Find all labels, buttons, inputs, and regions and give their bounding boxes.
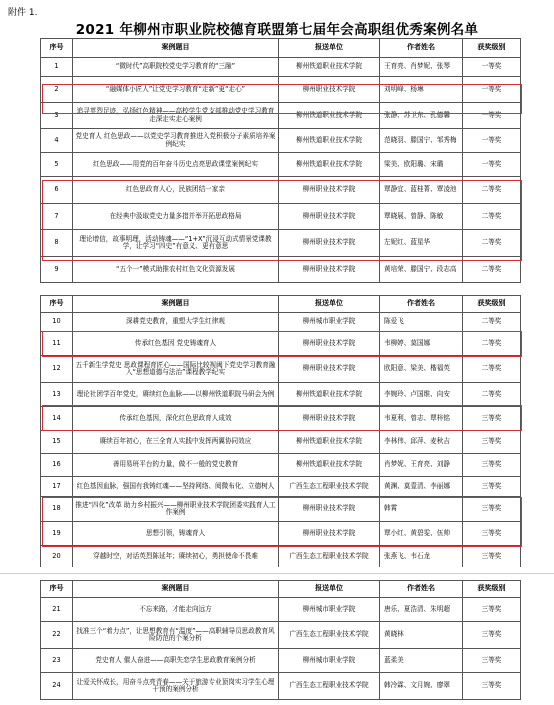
cell-topic: 追寻英烈足迹，弘扬红色精神——高校学生党支部推动党史学习教育走深走实走心案例 — [73, 103, 279, 129]
table-row — [41, 356, 521, 383]
cell-unit: 柳州职业技术学院 — [279, 332, 380, 356]
cell-unit: 柳州铁道职业技术学院 — [279, 58, 380, 77]
cell-authors: 韦柳婷、莫国娜 — [380, 332, 463, 356]
cell-num: 5 — [41, 153, 73, 177]
cell-authors: 张静、苏卫东、孔德馨 — [380, 103, 463, 129]
page-break — [0, 283, 554, 295]
cell-authors: 黄渊、莫壹清、李丽娜 — [380, 477, 463, 497]
cell-authors: 韦夏利、曾志、覃梓铭 — [380, 407, 463, 431]
header-award: 获奖级别 — [463, 581, 521, 598]
cell-award: 二等奖 — [463, 313, 521, 332]
cell-award: 三等奖 — [463, 546, 521, 569]
cell-topic: 在经典中汲取党史力量多措并举开拓思政格局 — [73, 204, 279, 230]
table-row — [41, 257, 521, 283]
cell-topic: 传承红色基因，深化红色思政育人成效 — [73, 407, 279, 431]
cell-award: 一等奖 — [463, 103, 521, 129]
table-row — [41, 204, 521, 230]
cell-award: 一等奖 — [463, 153, 521, 177]
table-row — [41, 497, 521, 522]
cell-num: 20 — [41, 546, 73, 569]
header-topic: 案例题目 — [73, 39, 279, 58]
page-separator-line — [0, 573, 554, 574]
cell-topic: 理论增信，故事明理，活动铸魂——“1+X”沉浸互动式情景党课教学，让学习“四史”有意义、更有意思 — [73, 230, 279, 257]
table-header-row — [41, 581, 521, 598]
cell-award: 二等奖 — [463, 332, 521, 356]
table-row — [41, 153, 521, 177]
cell-topic: 找准三个“着力点”，让思想教育有“温度”——高职辅导员思政教育风险防范的个案分析 — [73, 622, 279, 649]
cell-topic: “微时代”高职院校党史学习教育的“三融” — [73, 58, 279, 77]
cell-topic: 党史育人 催人奋进——高职失恋学生思政教育案例分析 — [73, 649, 279, 673]
cell-topic: “融媒体小匠人”让党史学习教育“走新”更“走心” — [73, 77, 279, 103]
cell-unit: 柳州职业技术学院 — [279, 257, 380, 283]
cell-unit: 柳州职业技术学院 — [279, 177, 380, 204]
cell-award: 二等奖 — [463, 257, 521, 283]
cell-topic: 五千新生学党史 思政课程育匠心——国际比较视阈下党史学习教育融入“思想道德与法治”课程教学纪实 — [73, 356, 279, 383]
table-row — [41, 546, 521, 569]
table-row — [41, 477, 521, 497]
header-award: 获奖级别 — [463, 39, 521, 58]
table-row — [41, 313, 521, 332]
cell-unit: 柳州职业技术学院 — [279, 522, 380, 546]
cell-authors: 张燕飞、韦石龙 — [380, 546, 463, 569]
cell-award: 一等奖 — [463, 129, 521, 153]
cell-unit: 柳州城市职业学院 — [279, 649, 380, 673]
cell-authors: 李婉玲、卢国维、向安 — [380, 383, 463, 407]
cell-topic: 红色思政——用党的百年奋斗历史点亮思政课堂案例纪实 — [73, 153, 279, 177]
cell-unit: 柳州职业技术学院 — [279, 497, 380, 522]
cell-num: 18 — [41, 497, 73, 522]
header-num: 序号 — [41, 581, 73, 598]
cell-award: 三等奖 — [463, 407, 521, 431]
cell-award: 三等奖 — [463, 522, 521, 546]
cell-topic: “五个一”模式助推农村红色文化资源发展 — [73, 257, 279, 283]
table-row — [41, 383, 521, 407]
cell-num: 21 — [41, 598, 73, 622]
cell-unit: 柳州职业技术学院 — [279, 204, 380, 230]
cell-unit: 柳州职业技术学院 — [279, 230, 380, 257]
cell-authors: 蓝柔美 — [380, 649, 463, 673]
cell-unit: 柳州铁道职业技术学院 — [279, 454, 380, 477]
table-header-row — [41, 39, 521, 58]
cell-topic: 穿越时空，对话英烈陈延年；赓续初心，勇担使命不畏难 — [73, 546, 279, 569]
cell-num: 1 — [41, 58, 73, 77]
header-authors: 作者姓名 — [380, 296, 463, 313]
cell-award: 三等奖 — [463, 431, 521, 454]
header-unit: 报送单位 — [279, 581, 380, 598]
cell-topic: 党史育人 红色思政——以党史学习教育推进入党积极分子素质培养案例纪实 — [73, 129, 279, 153]
cell-authors: 唐乐、夏浩清、朱明超 — [380, 598, 463, 622]
cell-authors: 王育亮、肖梦妮、张琴 — [380, 58, 463, 77]
header-num: 序号 — [41, 39, 73, 58]
table-header-row — [41, 296, 521, 313]
cell-authors: 黄培荣、滕国宁、段志高 — [380, 257, 463, 283]
cell-topic: 深耕党史教育，重塑大学生红律观 — [73, 313, 279, 332]
cell-num: 13 — [41, 383, 73, 407]
cell-topic: 思想引领，铸魂育人 — [73, 522, 279, 546]
table-page-1 — [40, 38, 520, 283]
table-row — [41, 407, 521, 431]
table-row — [41, 58, 521, 77]
cell-award: 二等奖 — [463, 230, 521, 257]
cell-authors: 肖梦妮、王育亮、刘静 — [380, 454, 463, 477]
cell-num: 24 — [41, 673, 73, 700]
cell-award: 三等奖 — [463, 649, 521, 673]
cell-num: 17 — [41, 477, 73, 497]
cell-unit: 柳州铁道职业技术学院 — [279, 383, 380, 407]
cell-award: 二等奖 — [463, 356, 521, 383]
cell-authors: 梁美、欧阳璐、宋璐 — [380, 153, 463, 177]
cell-authors: 陈爱飞 — [380, 313, 463, 332]
cell-num: 2 — [41, 77, 73, 103]
cell-num: 3 — [41, 103, 73, 129]
cell-topic: 赓续百年初心，在三全育人实践中发挥两翼协同效应 — [73, 431, 279, 454]
cell-authors: 覃晓展、曾静、陈敏 — [380, 204, 463, 230]
cell-num: 15 — [41, 431, 73, 454]
cell-authors: 韩冷霖、文月婉、廖翠 — [380, 673, 463, 700]
cell-authors: 范晓羽、滕国宁、邹秀梅 — [380, 129, 463, 153]
cell-num: 11 — [41, 332, 73, 356]
table-row — [41, 431, 521, 454]
table-row — [41, 522, 521, 546]
attachment-label: 附件 1. — [8, 8, 38, 18]
table-page-3 — [40, 580, 520, 700]
cell-num: 8 — [41, 230, 73, 257]
cell-authors: 韩霄 — [380, 497, 463, 522]
header-unit: 报送单位 — [279, 39, 380, 58]
cell-num: 22 — [41, 622, 73, 649]
cell-num: 16 — [41, 454, 73, 477]
cell-award: 三等奖 — [463, 673, 521, 700]
cell-award: 二等奖 — [463, 204, 521, 230]
cell-unit: 柳州职业技术学院 — [279, 407, 380, 431]
cell-authors: 覃静宜、蓝桂菁、覃凌池 — [380, 177, 463, 204]
table-row — [41, 673, 521, 700]
cell-unit: 广西生态工程职业技术学院 — [279, 546, 380, 569]
header-topic: 案例题目 — [73, 581, 279, 598]
cell-num: 4 — [41, 129, 73, 153]
cell-award: 二等奖 — [463, 383, 521, 407]
cell-topic: 善用易班平台的力量，做不一般的党史教育 — [73, 454, 279, 477]
cell-unit: 柳州职业技术学院 — [279, 356, 380, 383]
cell-unit: 广西生态工程职业技术学院 — [279, 622, 380, 649]
header-unit: 报送单位 — [279, 296, 380, 313]
cell-num: 7 — [41, 204, 73, 230]
table-row — [41, 103, 521, 129]
cell-topic: 理论社团学百年党史，赓续红色血脉——以柳州铁道职院马研会为例 — [73, 383, 279, 407]
header-topic: 案例题目 — [73, 296, 279, 313]
table-page-2 — [40, 295, 520, 569]
cell-num: 10 — [41, 313, 73, 332]
cell-unit: 广西生态工程职业技术学院 — [279, 673, 380, 700]
cell-unit: 柳州铁道职业技术学院 — [279, 153, 380, 177]
cell-unit: 柳州铁道职业技术学院 — [279, 103, 380, 129]
table-row — [41, 598, 521, 622]
cell-award: 三等奖 — [463, 497, 521, 522]
cell-num: 23 — [41, 649, 73, 673]
header-authors: 作者姓名 — [380, 581, 463, 598]
header-num: 序号 — [41, 296, 73, 313]
cell-unit: 广西生态工程职业技术学院 — [279, 477, 380, 497]
table-row — [41, 129, 521, 153]
cell-topic: 红色基因血脉，强国有我铸红魂——坚持网络、阅微布化、立德树人 — [73, 477, 279, 497]
cell-authors: 欧阳意、梁美、楷福英 — [380, 356, 463, 383]
cell-topic: 不忘来路，才能走向远方 — [73, 598, 279, 622]
cell-award: 一等奖 — [463, 58, 521, 77]
cell-topic: 让爱关怀成长，用奋斗点亮青春——关于旅游专业顶岗实习学生心理干预的案例分析 — [73, 673, 279, 700]
cell-authors: 刘明峰、杨琳 — [380, 77, 463, 103]
table-row — [41, 177, 521, 204]
cell-award: 三等奖 — [463, 454, 521, 477]
table-row — [41, 77, 521, 103]
document-title: 2021 年柳州市职业院校德育联盟第七届年会高职组优秀案例名单 — [75, 22, 479, 38]
table-row — [41, 454, 521, 477]
cell-unit: 柳州城市职业学院 — [279, 313, 380, 332]
cell-unit: 柳州职业技术学院 — [279, 77, 380, 103]
cell-authors: 左妮红、蓝星华 — [380, 230, 463, 257]
cell-num: 12 — [41, 356, 73, 383]
cell-num: 19 — [41, 522, 73, 546]
header-authors: 作者姓名 — [380, 39, 463, 58]
cell-award: 三等奖 — [463, 598, 521, 622]
cell-authors: 黄晓林 — [380, 622, 463, 649]
table-row — [41, 622, 521, 649]
table-row — [41, 230, 521, 257]
table-row — [41, 332, 521, 356]
cell-unit: 柳州城市职业学院 — [279, 598, 380, 622]
cell-award: 三等奖 — [463, 622, 521, 649]
cell-num: 14 — [41, 407, 73, 431]
header-award: 获奖级别 — [463, 296, 521, 313]
cell-award: 一等奖 — [463, 77, 521, 103]
cell-topic: 红色思政育人心，民族团结一家亲 — [73, 177, 279, 204]
cell-topic: 推进“四化”改革 助力乡村振兴——柳州职业技术学院团委实践育人工作案例 — [73, 497, 279, 522]
cell-authors: 李林伟、邱萍、麦秋吉 — [380, 431, 463, 454]
cell-topic: 传承红色基因 党史铸魂育人 — [73, 332, 279, 356]
cell-authors: 覃小红、黄碧雯、伍帅 — [380, 522, 463, 546]
cell-unit: 柳州铁道职业技术学院 — [279, 431, 380, 454]
cell-award: 二等奖 — [463, 177, 521, 204]
cell-num: 9 — [41, 257, 73, 283]
cell-award: 三等奖 — [463, 477, 521, 497]
cell-unit: 柳州铁道职业技术学院 — [279, 129, 380, 153]
cell-num: 6 — [41, 177, 73, 204]
table-row — [41, 649, 521, 673]
